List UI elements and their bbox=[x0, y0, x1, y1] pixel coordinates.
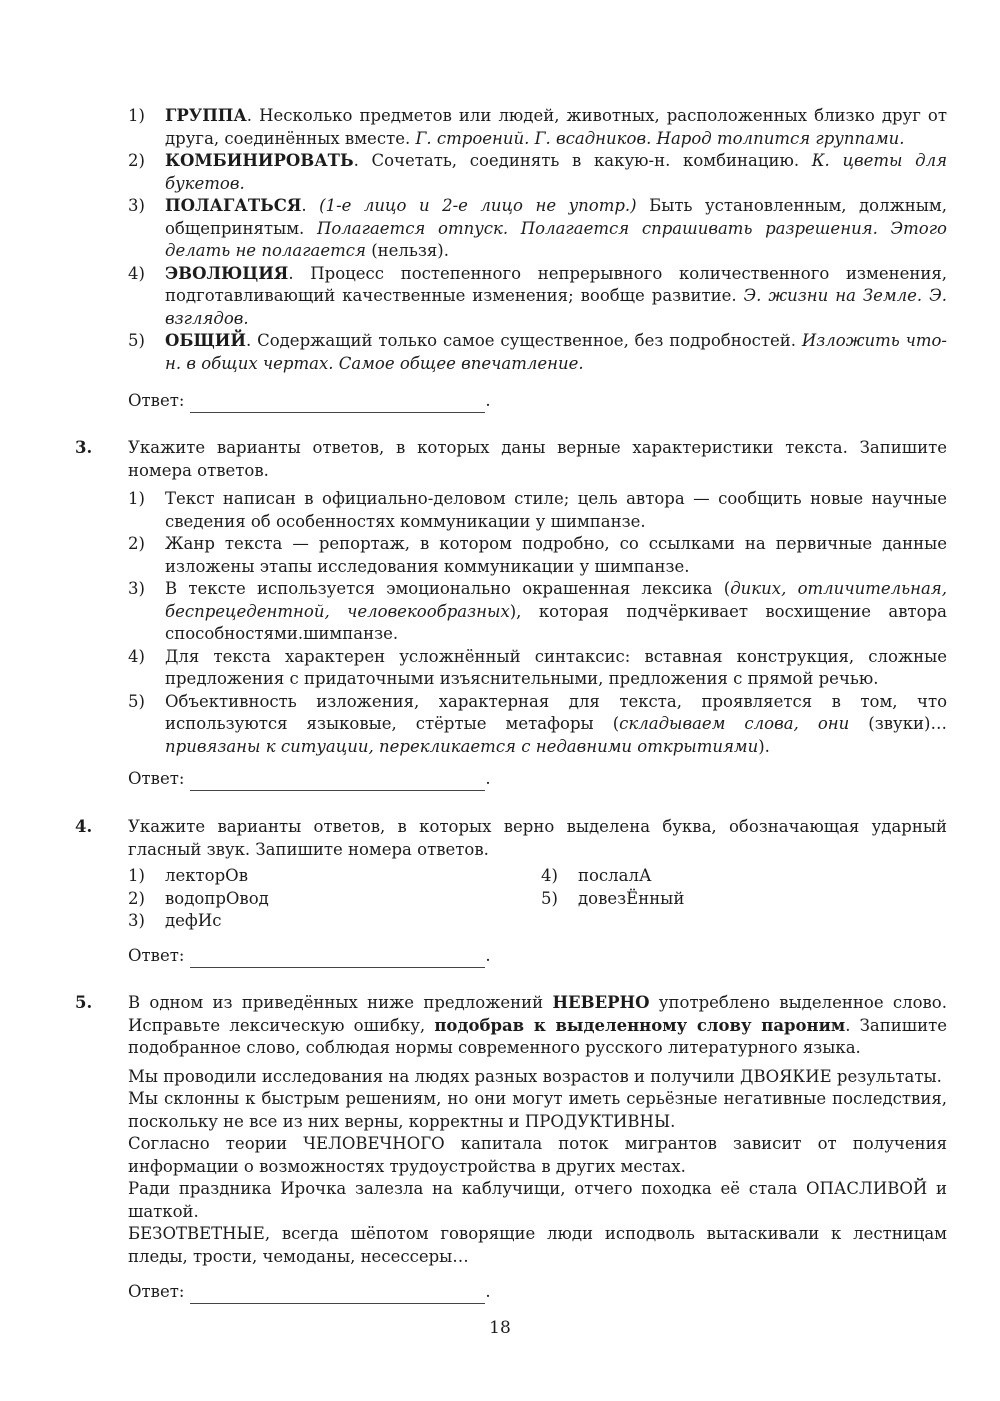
item-word: лекторОв bbox=[165, 866, 248, 885]
question-emphasis: подобрав к выделенному слову пароним bbox=[434, 1015, 846, 1035]
item-number: 2) bbox=[128, 888, 145, 908]
item-text: Текст написан в официально-деловом стиле; цель автора — сообщить новые научные сведения об особенностях коммуникации у шимпанзе. bbox=[165, 489, 947, 531]
answer-end: . bbox=[485, 769, 491, 788]
list-item bbox=[0, 195, 1000, 263]
item-text bbox=[165, 150, 947, 195]
sentence: БЕЗОТВЕТНЫЕ, всегда шёпотом говорящие люди исподволь вытаскивали к лестницам пледы, трости, чемоданы, несессеры… bbox=[128, 1224, 947, 1266]
task5 bbox=[0, 992, 1000, 1268]
item-text: Жанр текста — репортаж, в котором подробно, со ссылками на первичные данные изложены этапы исследования коммуникации у шимпанзе. bbox=[165, 534, 947, 576]
item-number: 5) bbox=[541, 888, 558, 908]
task-question: Укажите варианты ответов, в которых верно выделена буква, обозначающая ударный гласный звук. Запишите номера ответов. bbox=[128, 817, 947, 859]
answer-label: Ответ: bbox=[128, 946, 185, 965]
answer-end: . bbox=[485, 946, 491, 965]
item-text bbox=[165, 330, 947, 375]
answer-label: Ответ: bbox=[128, 391, 185, 410]
list-item bbox=[0, 330, 1000, 375]
item-number: 4) bbox=[128, 646, 145, 666]
list-item bbox=[0, 488, 1000, 533]
sentence: Мы склонны к быстрым решениям, но они могут иметь серьёзные негативные последствия, поскольку не все из них верны, корректны и ПРОДУКТИВНЫ. bbox=[128, 1089, 947, 1131]
task2-list bbox=[0, 105, 1000, 375]
item-number: 2) bbox=[128, 534, 145, 553]
answer-field[interactable] bbox=[190, 774, 485, 791]
sentence: Ради праздника Ирочка залезла на каблучищи, отчего походка её стала ОПАСЛИВОЙ и шаткой. bbox=[128, 1179, 947, 1221]
example: Г. строений. Г. всадников. Народ толпится группами. bbox=[415, 128, 905, 148]
item-text bbox=[165, 263, 947, 331]
answer-row bbox=[0, 390, 1000, 413]
list-item bbox=[0, 105, 1000, 150]
task-number: 4. bbox=[75, 817, 93, 836]
sentence: Согласно теории ЧЕЛОВЕЧНОГО капитала поток мигрантов зависит от получения информации о возможностях трудоустройства в других местах. bbox=[128, 1134, 947, 1176]
definition: Быть установленным, должным, общепринятым. bbox=[165, 196, 947, 238]
answer-label: Ответ: bbox=[128, 769, 185, 788]
item-text: Для текста характерен усложнённый синтаксис: вставная конструкция, сложные предложения с придаточными изъяснительными, предложения с прямой речью. bbox=[165, 646, 947, 688]
item-text-italic: диких, отличительная, беспрецедентной, человекообразных bbox=[165, 579, 947, 621]
item-text-part: В тексте используется эмоционально окрашенная лексика ( bbox=[165, 579, 731, 598]
answer-row bbox=[0, 768, 1000, 791]
question-emphasis: НЕВЕРНО bbox=[552, 993, 650, 1012]
task-question: Укажите варианты ответов, в которых даны верные характеристики текста. Запишите номера ответов. bbox=[128, 438, 947, 480]
page-number: 18 bbox=[489, 1318, 511, 1338]
item-number: 1) bbox=[128, 489, 145, 508]
example: Изложить что-н. в общих чертах. Самое общее впечатление. bbox=[165, 331, 947, 373]
question-part: В одном из приведённых ниже предложений bbox=[128, 993, 553, 1012]
definition: . Содержащий только самое существенное, без подробностей. bbox=[246, 331, 802, 350]
list-item bbox=[128, 910, 541, 933]
item-number: 5) bbox=[128, 691, 145, 711]
item-text-part: ). bbox=[758, 736, 770, 756]
task4 bbox=[0, 816, 1000, 933]
item-word: послалА bbox=[578, 866, 652, 885]
item-word: дефИс bbox=[165, 911, 222, 930]
task3 bbox=[0, 437, 1000, 758]
item-word: довезЁнный bbox=[578, 888, 685, 908]
item-text-italic: складываем слова, они bbox=[619, 714, 850, 733]
task-question bbox=[128, 992, 947, 1060]
item-text bbox=[165, 195, 947, 263]
definition: . bbox=[301, 196, 320, 215]
item-number: 2) bbox=[128, 151, 145, 170]
answer-label: Ответ: bbox=[128, 1282, 185, 1301]
answer-row bbox=[0, 945, 1000, 968]
list-item bbox=[0, 533, 1000, 578]
question-part: употреблено выделенное слово. Исправьте лексическую ошибку, bbox=[128, 993, 947, 1035]
sentence: Мы проводили исследования на людях разных возрастов и получили ДВОЯКИЕ результаты. bbox=[128, 1066, 942, 1086]
list-item bbox=[128, 865, 541, 888]
example: Э. жизни на Земле. Э. взглядов. bbox=[165, 286, 947, 328]
definition: . Несколько предметов или людей, животных, расположенных близко друг от друга, соединённых вместе. bbox=[165, 106, 947, 148]
answer-field[interactable] bbox=[190, 1287, 485, 1304]
item-number: 3) bbox=[128, 911, 145, 930]
answer-row bbox=[0, 1281, 1000, 1304]
answer-field[interactable] bbox=[190, 396, 485, 413]
example: Полагается отпуск. Полагается спрашивать разрешения. Этого делать не полагается bbox=[165, 218, 947, 260]
item-text bbox=[165, 691, 947, 759]
list-item bbox=[0, 263, 1000, 331]
list-item bbox=[0, 150, 1000, 195]
entry-word: ГРУППА bbox=[165, 106, 247, 125]
list-item bbox=[541, 865, 684, 888]
task-number: 5. bbox=[75, 993, 93, 1012]
list-item bbox=[0, 691, 1000, 759]
definition: . Процесс постепенного непрерывного количественного изменения, подготавливающий качественные изменения; вообще развитие. bbox=[165, 263, 947, 305]
definition: . Сочетать, соединять в какую-н. комбинацию. bbox=[353, 151, 812, 170]
list-item bbox=[0, 646, 1000, 691]
item-number: 5) bbox=[128, 331, 145, 350]
task-number: 3. bbox=[75, 438, 93, 457]
list-item bbox=[541, 888, 684, 911]
usage-note: (1-е лицо и 2-е лицо не употр.) bbox=[319, 196, 637, 215]
item-text bbox=[165, 105, 947, 150]
entry-word: КОМБИНИРОВАТЬ bbox=[165, 151, 354, 170]
item-number: 1) bbox=[128, 866, 145, 885]
answer-field[interactable] bbox=[190, 951, 485, 968]
item-text-part: Объективность изложения, характерная для текста, проявляется в том, что используются языковые, стёртые метафоры ( bbox=[165, 691, 947, 733]
example: К. цветы для букетов. bbox=[165, 151, 948, 193]
answer-end: . bbox=[485, 391, 491, 410]
item-number: 4) bbox=[541, 866, 558, 885]
item-number: 3) bbox=[128, 196, 145, 215]
item-number: 4) bbox=[128, 263, 145, 283]
item-number: 3) bbox=[128, 579, 145, 598]
list-item bbox=[0, 578, 1000, 646]
item-text-part: (звуки)… bbox=[849, 714, 947, 733]
item-number: 1) bbox=[128, 106, 145, 125]
item-word: водопрОвод bbox=[165, 888, 269, 908]
list-item bbox=[128, 888, 541, 911]
entry-word: ЭВОЛЮЦИЯ bbox=[165, 263, 289, 283]
item-text-italic: привязаны к ситуации, перекликается с недавними открытиями bbox=[165, 736, 759, 756]
definition: (нельзя). bbox=[365, 241, 449, 260]
item-text-part: ), которая подчёркивает восхищение автора способностями.шимпанзе. bbox=[165, 601, 947, 643]
entry-word: ОБЩИЙ bbox=[165, 331, 246, 350]
item-text bbox=[165, 578, 947, 646]
question-part: . Запишите подобранное слово, соблюдая нормы современного русского литературного языка. bbox=[128, 1015, 947, 1057]
entry-word: ПОЛАГАТЬСЯ bbox=[165, 196, 302, 215]
answer-end: . bbox=[485, 1282, 491, 1301]
